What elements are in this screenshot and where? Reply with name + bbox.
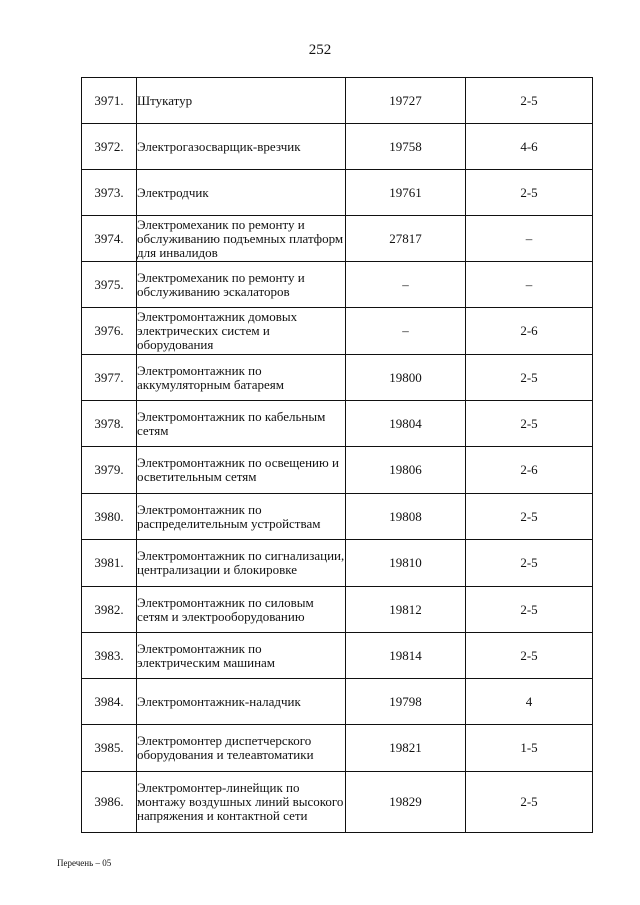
row-number: 3973. — [82, 170, 137, 216]
table-row — [82, 124, 593, 170]
profession-name: Электромонтажник домовых электрических систем и оборудования — [137, 308, 346, 355]
table-row — [82, 262, 593, 308]
table-row — [82, 355, 593, 401]
row-number: 3981. — [82, 540, 137, 587]
table-body — [82, 78, 593, 833]
profession-name: Электромеханик по ремонту и обслуживанию подъемных платформ для инвалидов — [137, 216, 346, 262]
table-row — [82, 772, 593, 833]
profession-name: Электромонтажник по распределительным устройствам — [137, 494, 346, 540]
profession-code: 19804 — [346, 401, 466, 447]
grade-range: 2-6 — [466, 308, 593, 355]
grade-range: 2-5 — [466, 355, 593, 401]
profession-code: 19806 — [346, 447, 466, 494]
table-row — [82, 401, 593, 447]
grade-range: 2-5 — [466, 401, 593, 447]
grade-range: 2-5 — [466, 633, 593, 679]
footer-label: Перечень – 05 — [57, 858, 112, 868]
table-row — [82, 725, 593, 772]
profession-code: 19758 — [346, 124, 466, 170]
row-number: 3978. — [82, 401, 137, 447]
profession-code: 19800 — [346, 355, 466, 401]
table-row — [82, 308, 593, 355]
row-number: 3980. — [82, 494, 137, 540]
profession-code: 19814 — [346, 633, 466, 679]
profession-name: Электромонтажник по освещению и осветительным сетям — [137, 447, 346, 494]
grade-range: 4-6 — [466, 124, 593, 170]
table-row — [82, 78, 593, 124]
profession-code: 19761 — [346, 170, 466, 216]
table-row — [82, 170, 593, 216]
profession-name: Электромонтажник по кабельным сетям — [137, 401, 346, 447]
grade-range: 2-5 — [466, 170, 593, 216]
table-row — [82, 633, 593, 679]
row-number: 3982. — [82, 587, 137, 633]
profession-name: Электромонтажник по электрическим машинам — [137, 633, 346, 679]
table-row — [82, 447, 593, 494]
grade-range: – — [466, 216, 593, 262]
row-number: 3986. — [82, 772, 137, 833]
profession-code: 19727 — [346, 78, 466, 124]
profession-name: Электродчик — [137, 170, 346, 216]
profession-code: 19812 — [346, 587, 466, 633]
row-number: 3976. — [82, 308, 137, 355]
grade-range: 4 — [466, 679, 593, 725]
profession-code: 19810 — [346, 540, 466, 587]
row-number: 3985. — [82, 725, 137, 772]
table-row — [82, 679, 593, 725]
profession-name: Электромонтажник по силовым сетям и электрооборудованию — [137, 587, 346, 633]
grade-range: – — [466, 262, 593, 308]
grade-range: 2-5 — [466, 494, 593, 540]
profession-code: 19829 — [346, 772, 466, 833]
row-number: 3972. — [82, 124, 137, 170]
page-number: 252 — [308, 42, 332, 58]
grade-range: 2-5 — [466, 587, 593, 633]
profession-name: Штукатур — [137, 78, 346, 124]
profession-table — [81, 77, 593, 833]
profession-name: Электромонтажник по аккумуляторным батареям — [137, 355, 346, 401]
profession-code: – — [346, 262, 466, 308]
table-row — [82, 540, 593, 587]
profession-name: Электрогазосварщик-врезчик — [137, 124, 346, 170]
profession-code: 19808 — [346, 494, 466, 540]
row-number: 3979. — [82, 447, 137, 494]
profession-name: Электромонтажник-наладчик — [137, 679, 346, 725]
table-row — [82, 587, 593, 633]
profession-name: Электромеханик по ремонту и обслуживанию эскалаторов — [137, 262, 346, 308]
row-number: 3984. — [82, 679, 137, 725]
table-row — [82, 494, 593, 540]
row-number: 3974. — [82, 216, 137, 262]
table-row — [82, 216, 593, 262]
row-number: 3977. — [82, 355, 137, 401]
profession-name: Электромонтер диспетчерского оборудования и телеавтоматики — [137, 725, 346, 772]
grade-range: 2-5 — [466, 540, 593, 587]
row-number: 3983. — [82, 633, 137, 679]
grade-range: 2-5 — [466, 78, 593, 124]
grade-range: 2-5 — [466, 772, 593, 833]
profession-code: 27817 — [346, 216, 466, 262]
profession-code: 19798 — [346, 679, 466, 725]
profession-name: Электромонтажник по сигнализации, централизации и блокировке — [137, 540, 346, 587]
grade-range: 1-5 — [466, 725, 593, 772]
grade-range: 2-6 — [466, 447, 593, 494]
row-number: 3971. — [82, 78, 137, 124]
profession-name: Электромонтер-линейщик по монтажу воздушных линий высокого напряжения и контактной сети — [137, 772, 346, 833]
profession-code: 19821 — [346, 725, 466, 772]
profession-code: – — [346, 308, 466, 355]
row-number: 3975. — [82, 262, 137, 308]
